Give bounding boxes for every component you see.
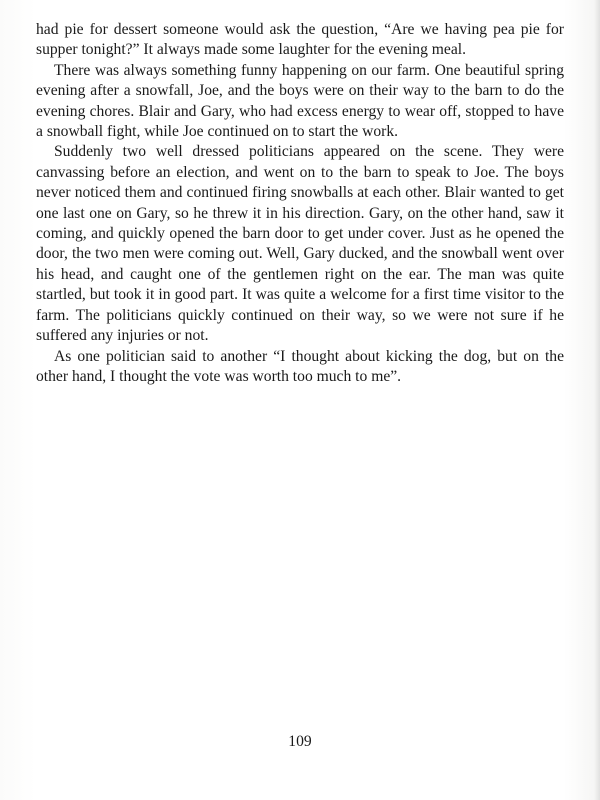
paragraph-politicians: Suddenly two well dressed politicians appeared on the scene. They were canvassing before an election, and went on to the barn to speak to Joe. The boys never noticed them and continued firing snowballs at each other. Blair wanted to get one last one on Gary, so he threw it in his direction. Gary, on the other hand, saw it coming, and quickly opened the barn door to get under cover. Just as he opened the door, the two men were coming out. Well, Gary ducked, and the snowball went over his head, and caught one of the gentlemen right on the ear. The man was quite startled, but took it in good part. It was quite a welcome for a first time visitor to the farm. The politicians quickly continued on their way, so we were not sure if he suffered any injuries or not.: [36, 143, 564, 345]
page-number: 109: [288, 733, 312, 750]
page-edge-shadow: [594, 0, 600, 800]
paragraph-farm-funny: There was always something funny happening on our farm. One beautiful spring evening after a snowfall, Joe, and the boys were on their way to the barn to do the evening chores. Blair and Gary, who had excess energy to wear off, stopped to have a snowball fight, while Joe continued on to start the work.: [36, 61, 564, 141]
paragraph-politician-quote: As one politician said to another “I thought about kicking the dog, but on the other hand, I thought the vote was worth too much to me”.: [36, 347, 564, 385]
body-text: [36, 20, 564, 387]
paragraph-continuation: had pie for dessert someone would ask the question, “Are we having pea pie for supper tonight?” It always made some laughter for the evening meal.: [36, 21, 564, 59]
